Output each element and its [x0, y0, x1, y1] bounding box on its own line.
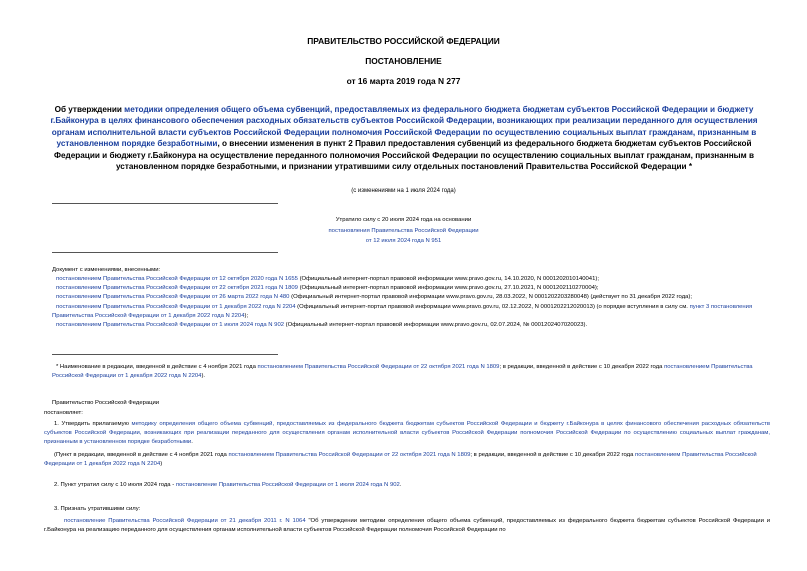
paragraph-1-note	[44, 451, 770, 469]
amendment-text: (Официальный интернет-портал правовой информации www.pravo.gov.ru, 02.12.2022, N 0001202212020013) (о порядке вступления в силу см.	[295, 303, 690, 310]
document-type: ПОСТАНОВЛЕНИЕ	[365, 56, 442, 66]
paragraph-text: "Об утверждении методики определения общего объема субвенций, предоставляемых из федерального бюджета бюджетам субъектов Российской Федерации и г.Байконура на реализацию переданного для осуществления органам исполнительной власти субъектов Российской Федерации полномочия Российской Федерации по	[44, 518, 770, 534]
paragraph-1	[44, 420, 770, 448]
paragraph-1-methodology-link[interactable]: методику определения общего объема субвенций, предоставляемых из федерального бюджета бюджетам субъектов Российской Федерации и бюджету г.Байконура в целях финансового обеспечения расходных обязательств субъектов Российской Федерации, возникающих при реализации переданного для осуществления органам исполнительной власти субъектов Российской Федерации полномочия Российской Федерации по осуществлению социальных выплат гражданам, признанным в установленном порядке безработными	[44, 421, 770, 446]
amendment-item	[52, 321, 770, 330]
paragraph-text: (Пункт в редакции, введенной в действие с 4 ноября 2021 года	[54, 452, 229, 458]
repeal-line-1: Утратило силу с 20 июля 2024 года на основании	[335, 217, 472, 223]
paragraph-text: 1. Утвердить прилагаемую	[54, 421, 132, 427]
paragraph-text: .	[399, 482, 402, 488]
amendment-text: (Официальный интернет-портал правовой информации www.pravo.gov.ru, 27.10.2021, N 0001202110270004);	[297, 285, 599, 292]
paragraph-text: )	[160, 461, 163, 468]
amendment-item	[52, 293, 770, 302]
footnote-text: * Наименование в редакции, введенной в действие с 4 ноября 2021 года	[56, 364, 258, 370]
amendment-link[interactable]: постановлением Правительства Российской Федерации от 1 декабря 2022 года N 2204	[56, 303, 296, 310]
amendment-link[interactable]: постановлением Правительства Российской Федерации от 12 октября 2020 года N 1655	[56, 276, 298, 282]
amendments-list	[52, 275, 770, 330]
amendment-link[interactable]: постановлением Правительства Российской Федерации от 26 марта 2022 года N 480	[56, 294, 290, 301]
footnote-text: ; в редакции, введенной в действие с 10 декабря 2022 года	[499, 364, 665, 370]
footnote-link[interactable]: постановлением Правительства Российской Федерации от 22 октября 2021 года N 1809	[257, 364, 500, 370]
body-government: Правительство Российской Федерации	[52, 400, 160, 406]
paragraph-2	[54, 481, 401, 490]
repeal-link-1[interactable]: постановления Правительства Российской Федерации	[328, 227, 479, 234]
amendments-intro: Документ с изменениями, внесенными:	[52, 267, 161, 273]
government-heading: ПРАВИТЕЛЬСТВО РОССИЙСКОЙ ФЕДЕРАЦИИ	[307, 36, 500, 46]
paragraph-3a-link[interactable]: постановление Правительства Российской Федерации от 21 декабря 2011 г. N 1064	[64, 518, 306, 524]
divider-line	[52, 203, 278, 204]
body-decides: постановляет:	[44, 410, 83, 416]
repeal-notice	[0, 215, 807, 247]
amendment-text: (Официальный интернет-портал правовой информации www.pravo.gov.ru, 28.03.2022, N 0001202203280048) (действует по 31 декабря 2022 года);	[289, 294, 692, 301]
title-link-methodology[interactable]: методики определения общего объема субвенций, предоставляемых из федерального бюджета бюджетам субъектов Российской Федерации и бюджету г.Байконура в целях финансового обеспечения расходных обязательств субъектов Российской Федерации, возникающих при реализации переданного для осуществления органам исполнительной власти субъектов Российской Федерации полномочия Российской Федерации по осуществлению социальных выплат гражданам, признанным в установленном порядке безработными	[50, 105, 758, 149]
paragraph-text: 2. Пункт утратил силу с 10 июля 2024 года -	[54, 482, 176, 488]
paragraph-3: 3. Признать утратившими силу:	[54, 506, 141, 512]
footnote-link[interactable]: постановлением Правительства Российской Федерации от 1 декабря 2022 года N 2204	[52, 364, 753, 380]
footnote-text: ).	[201, 373, 206, 380]
amendment-text: (Официальный интернет-портал правовой информации www.pravo.gov.ru, 14.10.2020, N 0001202010140041);	[297, 276, 599, 282]
divider-line	[52, 252, 278, 253]
paragraph-1-note-link[interactable]: постановлением Правительства Российской Федерации от 1 декабря 2022 года N 2204	[44, 452, 757, 468]
paragraph-1-note-link[interactable]: постановлением Правительства Российской Федерации от 22 октября 2021 года N 1809	[228, 452, 471, 458]
amendment-item	[52, 303, 770, 321]
paragraph-text: .	[191, 439, 193, 446]
amendment-link[interactable]: постановлением Правительства Российской Федерации от 1 июля 2024 года N 902	[56, 322, 285, 329]
amendment-link[interactable]: постановлением Правительства Российской Федерации от 22 октября 2021 года N 1809	[56, 285, 298, 292]
paragraph-text: ; в редакции, введенной в действие с 10 декабря 2022 года	[470, 452, 636, 458]
paragraph-2-link[interactable]: постановление Правительства Российской Федерации от 1 июля 2024 года N 902	[175, 482, 400, 488]
title-text-1: Об утверждении	[54, 105, 125, 114]
amendment-item	[52, 284, 770, 293]
amendment-text: (Официальный интернет-портал правовой информации www.pravo.gov.ru, 02.07.2024, № 0001202407020023).	[284, 322, 588, 329]
amendment-text: );	[244, 312, 249, 319]
document-title	[46, 104, 762, 172]
document-date-number: от 16 марта 2019 года N 277	[346, 76, 461, 86]
repeal-link-2[interactable]: от 12 июля 2024 года N 951	[365, 238, 442, 244]
title-text-2: , о внесении изменения в пункт 2 Правил предоставления субвенций из федерального бюджета бюджетам субъектов Российской Федерации и бюджету г.Байконура на осуществление переданного полномочия Российской Федерации по осуществлению социальных выплат гражданам, признанным в установленном порядке безработными	[53, 139, 755, 172]
footnote	[52, 363, 770, 381]
paragraph-3a	[44, 517, 770, 535]
amendment-item	[52, 275, 770, 284]
divider-line	[52, 354, 278, 355]
title-text-3: , и признании утратившими силу отдельных постановлений Правительства Российской Федерации *	[276, 162, 693, 172]
amendment-link[interactable]: пункт 3 постановления Правительства Российской Федерации от 1 декабря 2022 года N 2204	[52, 303, 753, 319]
changes-note: (с изменениями на 1 июля 2024 года)	[351, 188, 456, 194]
